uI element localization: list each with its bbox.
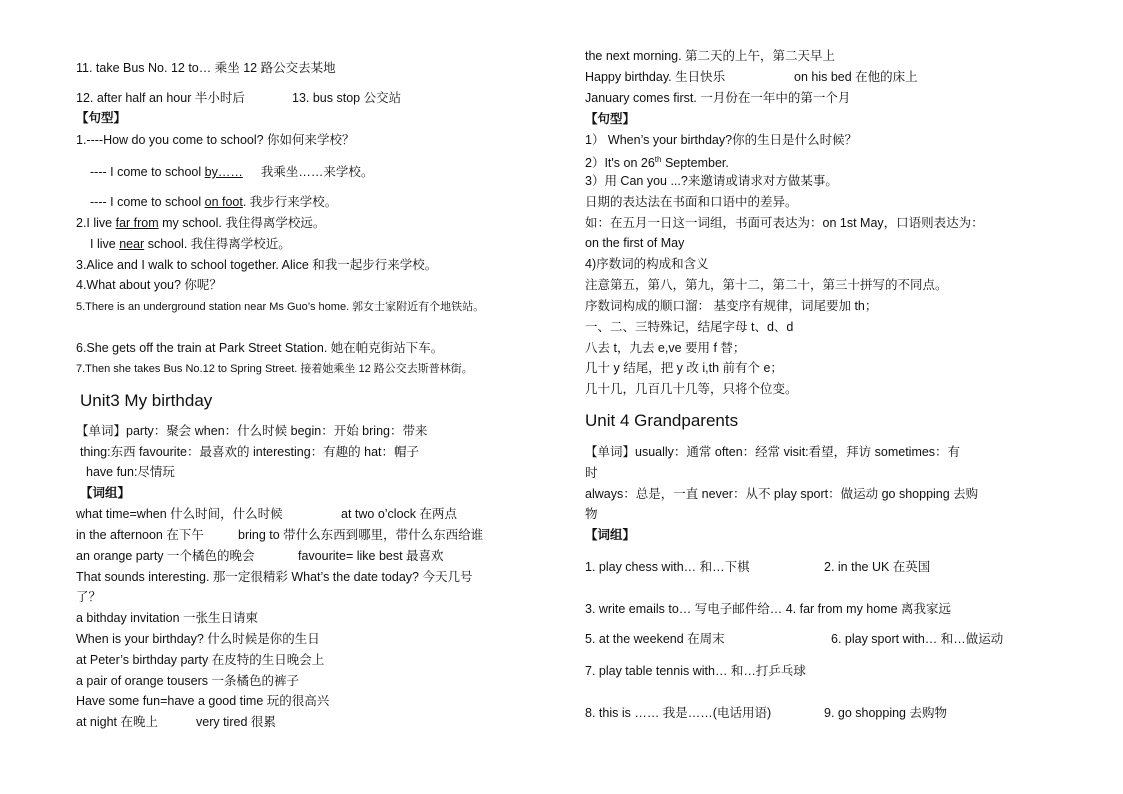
text-line: thing:东西 favourite：最喜欢的 interesting：有趣的 hat：帽子 bbox=[80, 445, 419, 459]
text-span: my school. 我住得离学校远。 bbox=[158, 216, 326, 230]
text-line: 时 bbox=[585, 466, 598, 480]
text-line: at two o’clock 在两点 bbox=[341, 507, 458, 521]
text-line: 9. go shopping 去购物 bbox=[824, 706, 947, 720]
text-line bbox=[585, 152, 729, 171]
text-line: 3.Alice and I walk to school together. Alice 和我一起步行来学校。 bbox=[76, 258, 438, 272]
text-line: Happy birthday. 生日快乐 bbox=[585, 70, 726, 84]
text-line: what time=when 什么时间，什么时候 bbox=[76, 507, 283, 521]
text-line: 6. play sport with… 和…做运动 bbox=[831, 632, 1004, 646]
text-line: 5. at the weekend 在周末 bbox=[585, 632, 725, 646]
text-line: 6.She gets off the train at Park Street Station. 她在帕克街站下车。 bbox=[76, 341, 444, 355]
text-line: 3. write emails to… 写电子邮件给… 4. far from my home 离我家远 bbox=[585, 602, 952, 616]
text-line: bring to 带什么东西到哪里，带什么东西给谁 bbox=[238, 528, 484, 542]
text-line: an orange party 一个橘色的晚会 bbox=[76, 549, 255, 563]
text-line: 注意第五，第八，第九，第十二，第二十，第三十拼写的不同点。 bbox=[585, 278, 948, 292]
text-line: always：总是，一直 never：从不 play sport：做运动 go shopping 去购 bbox=[585, 487, 979, 501]
underlined-text: by…… bbox=[204, 165, 243, 179]
unit-title: Unit 4 Grandparents bbox=[585, 411, 739, 430]
text-line: 7. play table tennis with… 和…打乒乓球 bbox=[585, 664, 806, 678]
text-line: 几十几，几百几十几等，只将个位变。 bbox=[585, 382, 798, 396]
text-line: 4)序数词的构成和含义 bbox=[585, 257, 709, 271]
text-line: 11. take Bus No. 12 to… 乘坐 12 路公交去某地 bbox=[76, 61, 336, 75]
underlined-text: on foot bbox=[204, 195, 243, 209]
text-line: January comes first. 一月份在一年中的第一个月 bbox=[585, 91, 851, 105]
text-line: on the first of May bbox=[585, 236, 685, 250]
text-line bbox=[90, 236, 291, 252]
superscript: th bbox=[654, 155, 662, 164]
text-line: 1.----How do you come to school? 你如何来学校？ bbox=[76, 133, 355, 147]
text-span: 2）It's on 26 bbox=[585, 156, 655, 171]
text-line: 了？ bbox=[76, 590, 102, 604]
text-line: at Peter’s birthday party 在皮特的生日晚会上 bbox=[76, 653, 325, 667]
text-line bbox=[90, 194, 337, 210]
text-line: When is your birthday? 什么时候是你的生日 bbox=[76, 632, 320, 646]
text-line: 物 bbox=[585, 507, 598, 521]
text-line: 3）用 Can you ...?来邀请或请求对方做某事。 bbox=[585, 174, 838, 188]
text-line: a pair of orange tousers 一条橘色的裤子 bbox=[76, 674, 299, 688]
text-line: 日期的表达法在书面和口语中的差异。 bbox=[585, 195, 798, 209]
text-line: 几十 y 结尾，把 y 改 i,th 前有个 e； bbox=[585, 361, 783, 375]
text-line: 序数词构成的顺口溜： 基变序有规律，词尾要加 th； bbox=[585, 299, 878, 313]
text-line: on his bed 在他的床上 bbox=[794, 70, 918, 84]
text-span: school. 我住得离学校近。 bbox=[144, 237, 291, 251]
section-heading: 【句型】 bbox=[585, 112, 636, 126]
text-line: favourite= like best 最喜欢 bbox=[298, 549, 444, 563]
text-line: very tired 很累 bbox=[196, 715, 276, 729]
text-line: 1） When’s your birthday?你的生日是什么时候？ bbox=[585, 133, 858, 147]
text-line bbox=[90, 164, 373, 180]
text-line: 5.There is an underground station near Ms Guo’s home. 郭女士家附近有个地铁站。 bbox=[76, 301, 485, 313]
text-line: in the afternoon 在下午 bbox=[76, 528, 204, 542]
text-line: 【单词】party：聚会 when：什么时候 begin：开始 bring：带来 bbox=[76, 424, 428, 438]
text-span: September. bbox=[661, 156, 729, 171]
text-line: 7.Then she takes Bus No.12 to Spring Street. 接着她乘坐 12 路公交去斯普林街。 bbox=[76, 363, 473, 375]
text-line: Have some fun=have a good time 玩的很高兴 bbox=[76, 694, 330, 708]
text-span: 2.I live bbox=[76, 216, 116, 230]
text-line: 一、二、三特殊记，结尾字母 t、d、d bbox=[585, 320, 794, 334]
text-line: 8. this is …… 我是……(电话用语) bbox=[585, 706, 772, 720]
text-line: at night 在晚上 bbox=[76, 715, 158, 729]
text-line bbox=[76, 215, 325, 231]
text-span: . 我步行来学校。 bbox=[242, 195, 338, 209]
text-line: 八去 t，九去 e,ve 要用 f 替； bbox=[585, 341, 746, 355]
underlined-text: far from bbox=[115, 216, 159, 230]
text-line: a bithday invitation 一张生日请柬 bbox=[76, 611, 259, 625]
text-line: 13. bus stop 公交站 bbox=[292, 91, 402, 105]
text-line: 4.What about you? 你呢？ bbox=[76, 278, 222, 292]
text-span: 我乘坐……来学校。 bbox=[260, 165, 374, 179]
text-line: 1. play chess with… 和…下棋 bbox=[585, 560, 750, 574]
text-line: the next morning. 第二天的上午，第二天早上 bbox=[585, 49, 836, 63]
underlined-text: near bbox=[119, 237, 145, 251]
text-line: 如：在五月一日这一词组，书面可表达为：on 1st May，口语则表达为： bbox=[585, 216, 984, 230]
text-line: 2. in the UK 在英国 bbox=[824, 560, 931, 574]
section-heading: 【句型】 bbox=[76, 111, 127, 125]
text-line: 【单词】usually：通常 often：经常 visit:看望，拜访 sometimes：有 bbox=[585, 445, 961, 459]
text-span: ---- I come to school bbox=[90, 165, 205, 179]
text-line: have fun:尽情玩 bbox=[86, 465, 175, 479]
section-heading: 【词组】 bbox=[585, 528, 636, 542]
section-heading: 【词组】 bbox=[80, 486, 131, 500]
text-span: I live bbox=[90, 237, 120, 251]
text-span: ---- I come to school bbox=[90, 195, 205, 209]
text-line: That sounds interesting. 那一定很精彩 What’s the date today? 今天几号 bbox=[76, 570, 473, 584]
unit-title: Unit3 My birthday bbox=[80, 391, 213, 410]
text-line: 12. after half an hour 半小时后 bbox=[76, 91, 245, 105]
